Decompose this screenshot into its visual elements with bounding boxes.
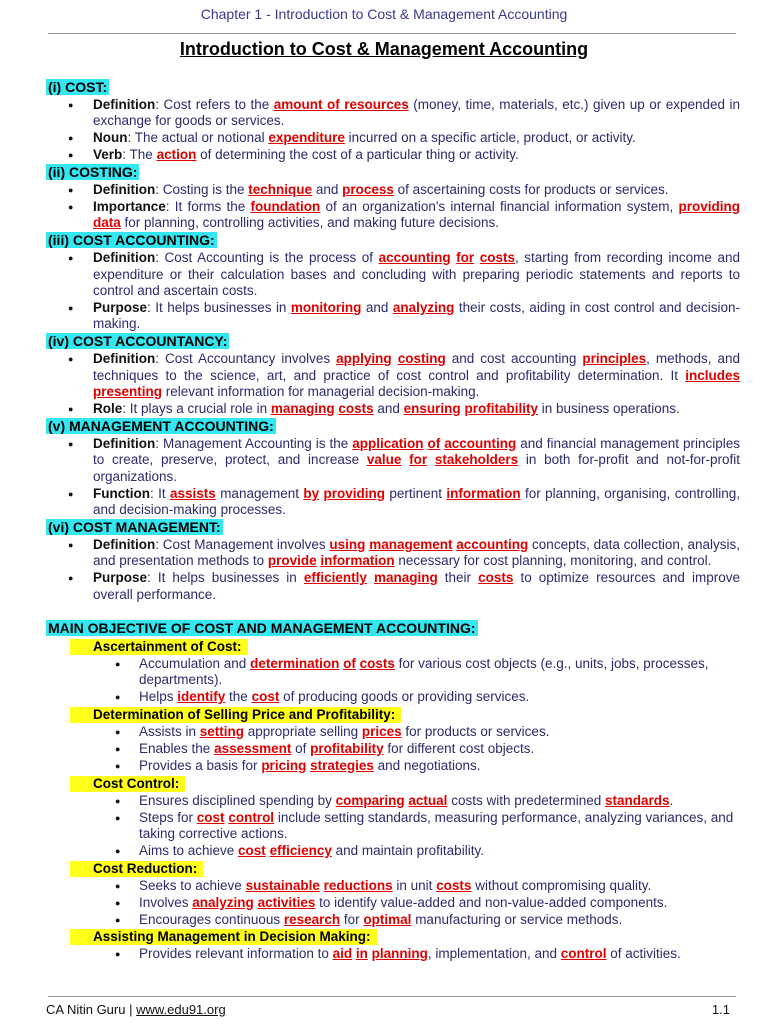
text-run: and maintain profitability. bbox=[331, 842, 484, 858]
list-item bbox=[46, 724, 740, 740]
keyword: ensuring bbox=[403, 401, 461, 417]
keyword: research bbox=[283, 911, 341, 927]
bullet-list bbox=[46, 724, 740, 774]
text-run: Accumulation and bbox=[139, 655, 251, 671]
section-heading: (iii) COST ACCOUNTING: bbox=[48, 232, 215, 249]
keyword: managing bbox=[270, 401, 335, 417]
keyword: strategies bbox=[310, 757, 374, 773]
keyword: expenditure bbox=[268, 130, 345, 146]
objective-groups bbox=[46, 638, 740, 963]
text-run: and cost accounting bbox=[445, 351, 583, 367]
text-run: (money, time, materials, etc.) given up or expended in exchange for goods or services. bbox=[93, 97, 741, 129]
list-item bbox=[46, 147, 740, 163]
definition-section bbox=[46, 232, 740, 333]
keyword: control bbox=[560, 946, 607, 962]
list-item bbox=[46, 182, 740, 198]
objective-group bbox=[46, 860, 740, 928]
bullet-list bbox=[46, 250, 740, 333]
list-item bbox=[46, 97, 740, 130]
list-item bbox=[46, 912, 740, 928]
text-run bbox=[427, 452, 435, 467]
keyword: analyzing bbox=[192, 894, 254, 910]
objective-heading: Assisting Management in Decision Making: bbox=[70, 929, 377, 945]
keyword: application bbox=[352, 436, 424, 451]
keyword: planning bbox=[371, 946, 428, 962]
text-run: and bbox=[361, 300, 393, 316]
text-run: . bbox=[669, 792, 674, 808]
text-run: their costs, aiding in cost control and decision-making. bbox=[93, 300, 740, 332]
keyword: assists bbox=[170, 485, 216, 501]
keyword: principles bbox=[582, 351, 647, 367]
text-run: Enables the bbox=[139, 740, 215, 756]
keyword: costs bbox=[478, 570, 514, 586]
list-item bbox=[46, 758, 740, 774]
text-run: : It helps businesses in bbox=[147, 570, 304, 586]
keyword: of bbox=[343, 655, 356, 671]
text-run: of an organization's internal financial information system, bbox=[320, 199, 679, 215]
objective-heading: Cost Reduction: bbox=[70, 861, 203, 877]
list-item bbox=[46, 130, 740, 146]
text-run: of bbox=[291, 740, 311, 756]
objectives-heading: MAIN OBJECTIVE OF COST AND MANAGEMENT ACCOUNTING: bbox=[48, 619, 476, 636]
text-run: necessary for cost planning, monitoring, and control. bbox=[394, 553, 712, 569]
text-run: : Costing is the bbox=[155, 182, 249, 198]
text-run: Helps bbox=[139, 688, 178, 704]
text-run: of determining the cost of a particular thing or activity. bbox=[196, 147, 519, 163]
bullet-list bbox=[46, 436, 740, 519]
term-label: Purpose bbox=[93, 570, 148, 586]
keyword: assessment bbox=[214, 740, 292, 756]
keyword: stakeholders bbox=[434, 452, 519, 468]
text-run: for planning, organising, controlling, and decision-making processes. bbox=[93, 485, 740, 518]
keyword: cost bbox=[238, 842, 266, 858]
term-label: Noun bbox=[93, 130, 128, 146]
keyword: presenting bbox=[93, 384, 163, 400]
text-run: pertinent bbox=[385, 485, 447, 501]
text-run: for various cost objects (e.g., units, jobs, processes, departments). bbox=[139, 655, 709, 688]
keyword: profitability bbox=[464, 401, 538, 417]
text-run: : Management Accounting is the bbox=[155, 436, 353, 451]
list-item bbox=[46, 843, 740, 859]
definition-section bbox=[46, 164, 740, 232]
keyword: actual bbox=[408, 792, 448, 808]
definition-sections bbox=[46, 79, 740, 603]
text-run bbox=[367, 570, 374, 585]
keyword: efficiency bbox=[269, 842, 332, 858]
keyword: using bbox=[329, 537, 366, 553]
keyword: accounting bbox=[444, 436, 517, 451]
definition-section bbox=[46, 333, 740, 417]
text-run: and bbox=[312, 182, 343, 198]
objective-group bbox=[46, 638, 740, 706]
text-run: : Cost Accountancy involves bbox=[155, 351, 337, 367]
definition-section bbox=[46, 519, 740, 603]
bullet-list bbox=[46, 182, 740, 232]
text-run: : It bbox=[150, 485, 171, 501]
objective-heading: Cost Control: bbox=[70, 776, 185, 792]
keyword: applying bbox=[336, 351, 392, 367]
text-run: and negotiations. bbox=[373, 757, 481, 773]
text-run bbox=[401, 452, 409, 467]
bullet-list bbox=[46, 946, 740, 962]
list-item bbox=[46, 741, 740, 757]
keyword: costs bbox=[359, 655, 395, 671]
text-run: Seeks to achieve bbox=[139, 877, 246, 893]
term-label: Definition bbox=[93, 97, 156, 112]
list-item bbox=[46, 351, 740, 400]
text-run: : It plays a crucial role in bbox=[122, 401, 271, 417]
text-run: in unit bbox=[392, 877, 437, 893]
keyword: activities bbox=[257, 894, 316, 910]
text-run: : Cost Management involves bbox=[155, 537, 330, 553]
text-run: include setting standards, measuring performance, analyzing variances, and taking corrective actions. bbox=[139, 809, 734, 841]
keyword: process bbox=[342, 182, 394, 198]
objective-heading: Determination of Selling Price and Profitability: bbox=[70, 707, 401, 723]
list-item bbox=[46, 401, 740, 417]
text-run: to identify value-added and non-value-added components. bbox=[315, 894, 668, 910]
keyword: costs bbox=[436, 877, 472, 893]
keyword: costing bbox=[397, 351, 446, 367]
list-item bbox=[46, 810, 740, 843]
list-item bbox=[46, 436, 740, 485]
text-run: : It helps businesses in bbox=[147, 300, 291, 316]
text-run: , methods, and techniques to the science, art, and practice of cost control and profitability determination. It bbox=[93, 351, 740, 383]
keyword: costs bbox=[479, 250, 515, 266]
text-run: and financial management principles to create, preserve, protect, and increase bbox=[93, 436, 740, 468]
keyword: setting bbox=[199, 723, 245, 739]
text-run: for planning, controlling activities, and making future decisions. bbox=[120, 215, 499, 231]
text-run: Provides relevant information to bbox=[139, 946, 333, 962]
list-item bbox=[46, 895, 740, 911]
text-run: Provides a basis for bbox=[139, 757, 262, 773]
text-run: Aims to achieve bbox=[139, 842, 239, 858]
text-run: , starting from recording income and expenditure or their calculation bases and concluding with preparing periodic statements and reports to control and ascertain costs. bbox=[93, 250, 740, 299]
list-item bbox=[46, 878, 740, 894]
term-label: Definition bbox=[93, 351, 156, 367]
definition-section bbox=[46, 79, 740, 164]
term-label: Verb bbox=[93, 147, 123, 163]
list-item bbox=[46, 689, 740, 705]
section-heading: (iv) COST ACCOUNTANCY: bbox=[48, 333, 228, 350]
text-run: in both for-profit and not-for-profit organizations. bbox=[93, 452, 740, 484]
keyword: technique bbox=[248, 182, 313, 198]
bullet-list bbox=[46, 878, 740, 928]
keyword: sustainable bbox=[245, 877, 320, 893]
text-run: the bbox=[225, 688, 252, 704]
definition-section bbox=[46, 418, 740, 519]
keyword: for bbox=[409, 452, 428, 468]
bullet-list bbox=[46, 97, 740, 164]
text-run: of activities. bbox=[606, 946, 681, 962]
section-heading: (ii) COSTING: bbox=[48, 164, 138, 181]
keyword: value bbox=[366, 452, 402, 468]
keyword: in bbox=[355, 946, 368, 962]
keyword: cost bbox=[251, 688, 280, 704]
bullet-list bbox=[46, 793, 740, 860]
page-number: 1.1 bbox=[711, 1002, 730, 1017]
list-item bbox=[46, 537, 740, 570]
keyword: analyzing bbox=[392, 300, 455, 316]
text-run: Encourages continuous bbox=[139, 911, 284, 927]
term-label: Purpose bbox=[93, 300, 148, 316]
keyword: information bbox=[446, 485, 521, 501]
text-run: , implementation, and bbox=[427, 946, 561, 962]
keyword: by bbox=[303, 485, 320, 501]
text-run: Steps for bbox=[139, 809, 197, 825]
term-label: Definition bbox=[93, 182, 156, 198]
text-run: their bbox=[437, 570, 479, 586]
bullet-list bbox=[46, 351, 740, 417]
keyword: cost bbox=[196, 809, 225, 825]
author-name: CA Nitin Guru | bbox=[46, 1002, 137, 1017]
list-item bbox=[46, 486, 740, 519]
keyword: determination bbox=[250, 655, 340, 671]
text-run: in business operations. bbox=[537, 401, 680, 417]
keyword: prices bbox=[361, 723, 402, 739]
text-run: : Cost Accounting is the process of bbox=[155, 250, 379, 266]
keyword: reductions bbox=[323, 877, 393, 893]
keyword: profitability bbox=[310, 740, 384, 756]
text-run: Assists in bbox=[139, 723, 200, 739]
website-link[interactable]: www.edu91.org bbox=[136, 1002, 226, 1017]
objective-group bbox=[46, 775, 740, 860]
text-run: without compromising quality. bbox=[471, 877, 652, 893]
keyword: foundation bbox=[250, 199, 321, 215]
text-run: management bbox=[215, 485, 304, 501]
list-item bbox=[46, 300, 740, 333]
list-item bbox=[46, 199, 740, 232]
text-run: of producing goods or providing services. bbox=[279, 688, 530, 704]
list-item bbox=[46, 570, 740, 603]
keyword: accounting bbox=[456, 537, 529, 553]
bullet-list bbox=[46, 656, 740, 706]
keyword: provide bbox=[267, 553, 317, 569]
keyword: standards bbox=[605, 792, 670, 808]
list-item bbox=[46, 946, 740, 962]
keyword: action bbox=[156, 147, 197, 163]
keyword: of bbox=[427, 436, 441, 451]
page-title: Introduction to Cost & Management Accounting bbox=[179, 39, 589, 59]
keyword: efficiently bbox=[303, 570, 367, 586]
keyword: aid bbox=[332, 946, 353, 962]
keyword: for bbox=[456, 250, 475, 266]
keyword: costs bbox=[338, 401, 374, 417]
objective-heading: Ascertainment of Cost: bbox=[70, 639, 248, 655]
keyword: management bbox=[369, 537, 453, 553]
term-label: Definition bbox=[93, 537, 156, 553]
text-run: for products or services. bbox=[401, 723, 550, 739]
keyword: providing bbox=[323, 485, 386, 501]
text-run: for bbox=[340, 911, 364, 927]
keyword: managing bbox=[373, 570, 438, 586]
keyword: control bbox=[228, 809, 275, 825]
section-heading: (i) COST: bbox=[48, 79, 108, 95]
text-run: : The actual or notional bbox=[127, 130, 269, 146]
text-run: : Cost refers to the bbox=[155, 97, 274, 112]
text-run: Involves bbox=[139, 894, 193, 910]
text-run: for different cost objects. bbox=[383, 740, 535, 756]
keyword: amount of resources bbox=[273, 97, 409, 112]
text-run: : The bbox=[122, 147, 157, 163]
text-run: : It forms the bbox=[165, 199, 251, 215]
keyword: data bbox=[93, 215, 121, 231]
keyword: monitoring bbox=[290, 300, 362, 316]
section-heading: (vi) COST MANAGEMENT: bbox=[48, 519, 221, 536]
list-item bbox=[46, 250, 740, 299]
text-run: relevant information for managerial decision-making. bbox=[162, 384, 480, 400]
text-run: of ascertaining costs for products or services. bbox=[393, 182, 669, 198]
text-run: and bbox=[373, 401, 404, 417]
keyword: optimal bbox=[363, 911, 412, 927]
bullet-list bbox=[46, 537, 740, 603]
chapter-header: Chapter 1 - Introduction to Cost & Management Accounting bbox=[200, 6, 568, 22]
term-label: Definition bbox=[93, 250, 156, 266]
text-run: Ensures disciplined spending by bbox=[139, 792, 336, 808]
objectives-section bbox=[46, 604, 740, 963]
keyword: identify bbox=[177, 688, 226, 704]
keyword: comparing bbox=[335, 792, 405, 808]
term-label: Function bbox=[93, 485, 150, 501]
footer-author bbox=[46, 1002, 226, 1017]
keyword: includes bbox=[685, 367, 740, 383]
objective-group bbox=[46, 706, 740, 774]
text-run: costs with predetermined bbox=[447, 792, 606, 808]
content bbox=[46, 79, 740, 963]
section-heading: (v) MANAGEMENT ACCOUNTING: bbox=[48, 418, 274, 434]
header-divider bbox=[48, 33, 736, 34]
text-run: concepts, data collection, analysis, and presentation methods to bbox=[93, 537, 740, 569]
term-label: Importance bbox=[93, 199, 166, 215]
objective-group bbox=[46, 928, 740, 962]
list-item bbox=[46, 656, 740, 689]
list-item bbox=[46, 793, 740, 809]
keyword: accounting bbox=[378, 250, 451, 266]
text-run: appropriate selling bbox=[244, 723, 362, 739]
keyword: information bbox=[320, 553, 395, 569]
term-label: Definition bbox=[93, 436, 156, 451]
text-run: to optimize resources and improve overall performance. bbox=[93, 570, 741, 602]
footer-divider bbox=[48, 996, 736, 997]
text-run: incurred on a specific article, product, or activity. bbox=[344, 130, 636, 146]
term-label: Role bbox=[93, 401, 123, 417]
keyword: providing bbox=[678, 199, 740, 215]
keyword: pricing bbox=[261, 757, 307, 773]
text-run: manufacturing or service methods. bbox=[411, 911, 623, 927]
